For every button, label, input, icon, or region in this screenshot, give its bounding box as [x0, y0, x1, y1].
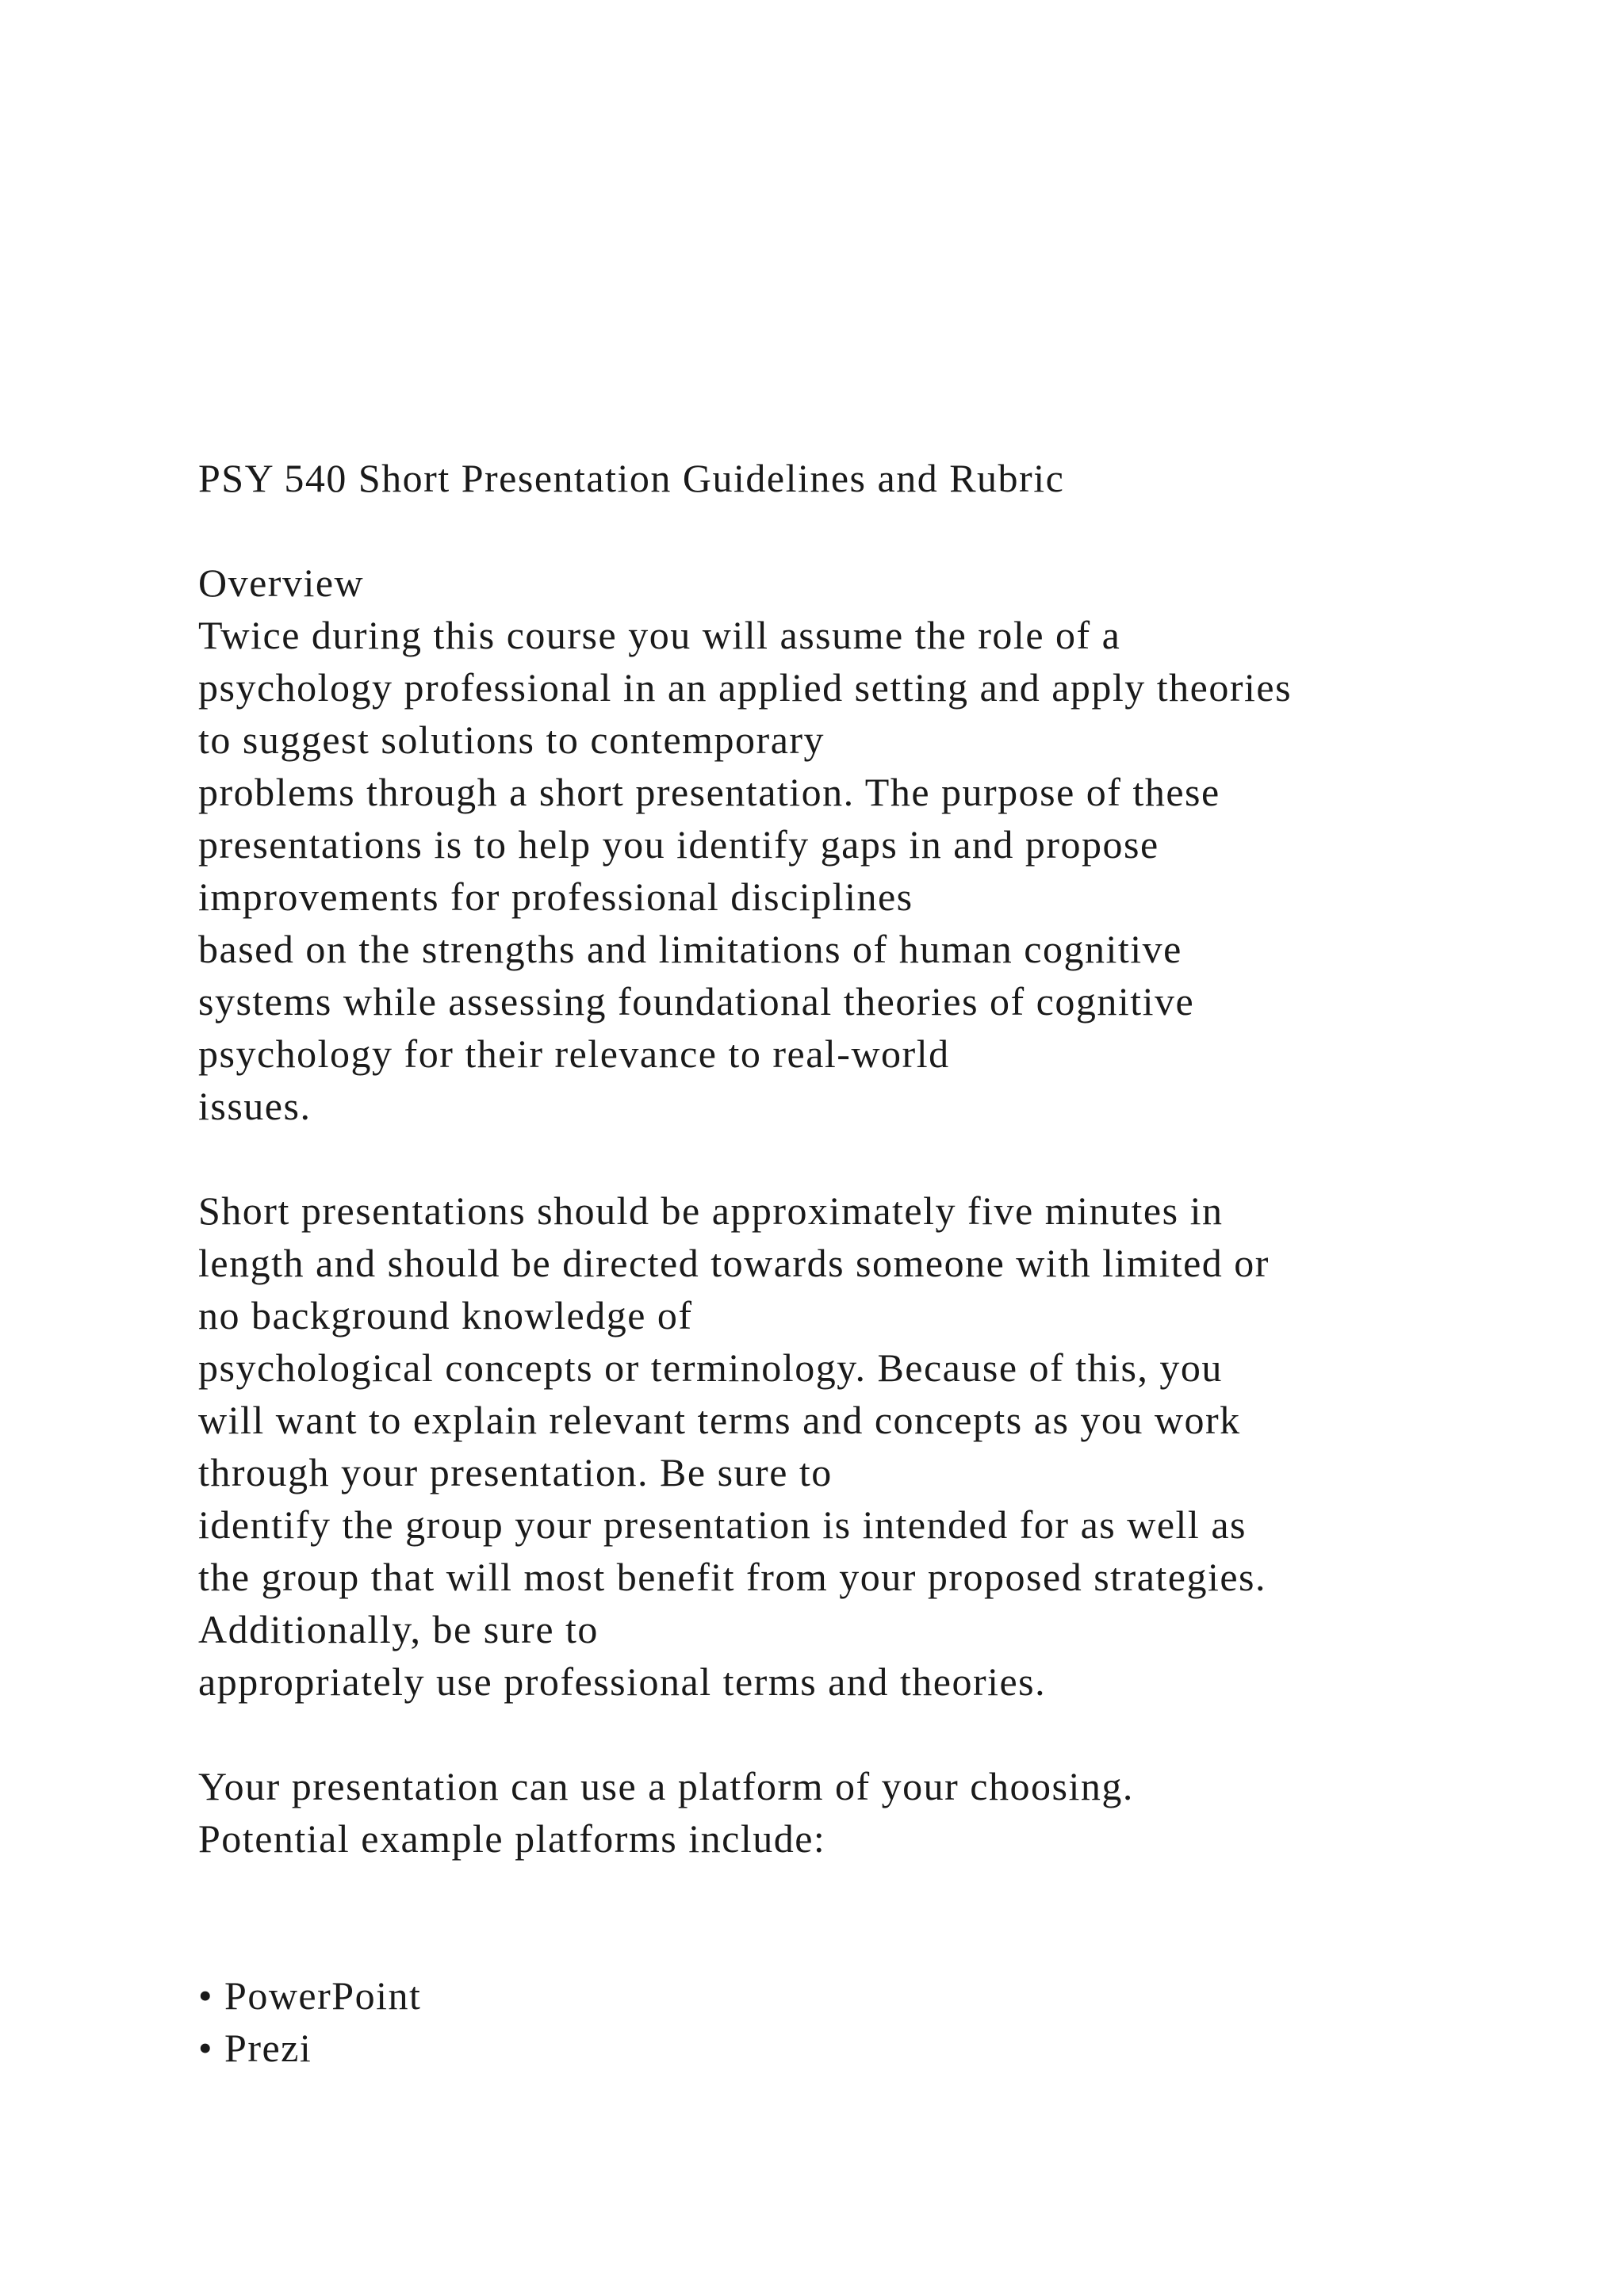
- text-line: will want to explain relevant terms and concepts as you work: [198, 1398, 1241, 1442]
- text-line: improvements for professional disciplines: [198, 874, 914, 919]
- list-item: • PowerPoint: [198, 1973, 422, 2018]
- document-body: [198, 452, 1546, 2074]
- text-line: Potential example platforms include:: [198, 1816, 826, 1861]
- platform-list: [198, 1969, 1546, 2074]
- text-line: issues.: [198, 1084, 312, 1128]
- overview-heading: Overview: [198, 561, 365, 605]
- spacer: [198, 1708, 1546, 1760]
- text-line: psychology for their relevance to real-world: [198, 1031, 950, 1076]
- spacer: [198, 1865, 1546, 1917]
- length-audience-paragraph: [198, 1184, 1546, 1708]
- text-line: to suggest solutions to contemporary: [198, 718, 825, 762]
- text-line: no background knowledge of: [198, 1293, 693, 1337]
- document-title: PSY 540 Short Presentation Guidelines and Rubric: [198, 456, 1065, 500]
- spacer: [198, 1917, 1546, 1969]
- text-line: Twice during this course you will assume the role of a: [198, 613, 1121, 657]
- text-line: Your presentation can use a platform of your choosing.: [198, 1764, 1134, 1808]
- spacer: [198, 504, 1546, 557]
- text-line: Short presentations should be approximately five minutes in: [198, 1188, 1224, 1233]
- text-line: psychological concepts or terminology. Because of this, you: [198, 1345, 1223, 1390]
- text-line: systems while assessing foundational theories of cognitive: [198, 979, 1195, 1024]
- spacer: [198, 1132, 1546, 1184]
- text-line: presentations is to help you identify gaps in and propose: [198, 822, 1159, 867]
- text-line: appropriately use professional terms and theories.: [198, 1659, 1047, 1704]
- platform-paragraph: [198, 1760, 1546, 1865]
- text-line: psychology professional in an applied setting and apply theories: [198, 665, 1293, 710]
- text-line: through your presentation. Be sure to: [198, 1450, 833, 1494]
- text-line: based on the strengths and limitations of human cognitive: [198, 927, 1182, 971]
- text-line: the group that will most benefit from your proposed strategies.: [198, 1555, 1267, 1599]
- text-line: length and should be directed towards someone with limited or: [198, 1241, 1270, 1285]
- text-line: problems through a short presentation. The purpose of these: [198, 770, 1220, 814]
- text-line: identify the group your presentation is intended for as well as: [198, 1502, 1247, 1547]
- text-line: Additionally, be sure to: [198, 1607, 599, 1651]
- list-item: • Prezi: [198, 2026, 312, 2070]
- overview-paragraph: [198, 609, 1546, 1132]
